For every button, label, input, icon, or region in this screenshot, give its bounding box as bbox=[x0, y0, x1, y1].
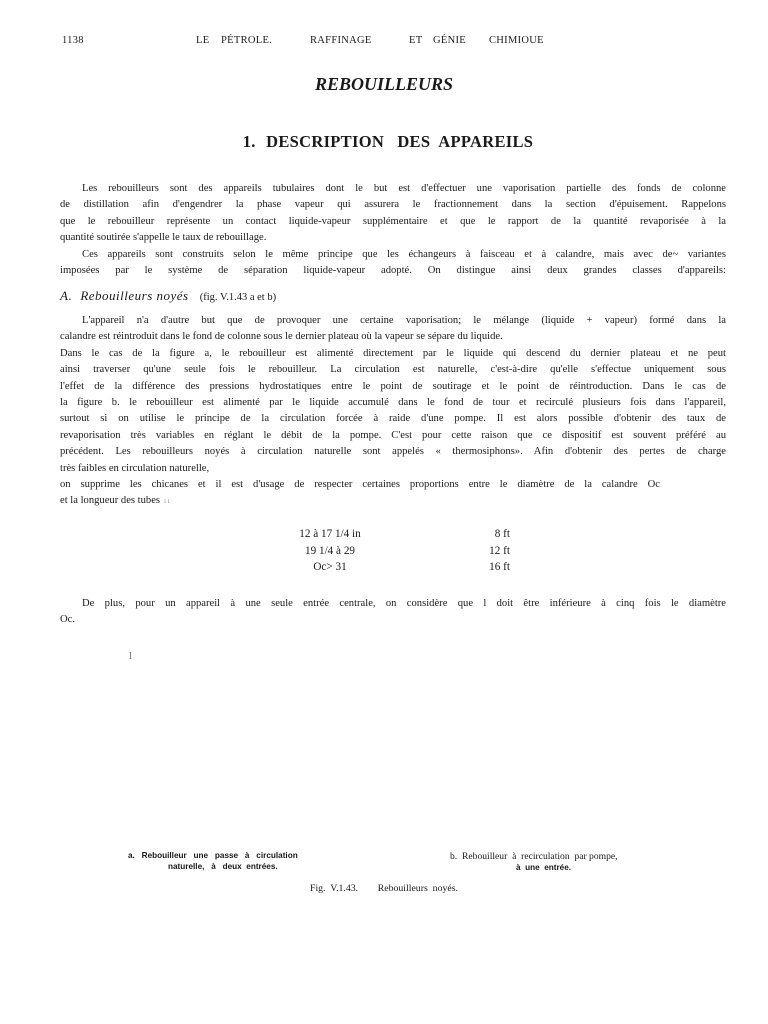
table-cell: 16 ft bbox=[489, 561, 510, 573]
running-title-word: RAFFINAGE bbox=[310, 35, 372, 46]
text-line: Les rebouilleurs sont des appareils tubulaires dont le but est d'effectuer une vaporisation partielle des fonds de colonne bbox=[82, 183, 726, 194]
body-paragraph bbox=[60, 313, 726, 510]
section-number: 1. bbox=[242, 132, 256, 151]
text-line: surtout si on utilise le principe de la circulation forcée à raide d'une pompe. Il est alors possible d'obtenir des taux de bbox=[60, 413, 726, 425]
proportions-table-left bbox=[270, 526, 390, 576]
text-line: imposées par le système de séparation liquide-vapeur adopté. On distingue ainsi deux grandes classes d'appareils: bbox=[60, 264, 726, 276]
subsection-label: A. bbox=[60, 288, 73, 303]
text-line: De plus, pour un appareil à une seule entrée centrale, on considère que l doit être inférieure à cinq fois le diamètre bbox=[82, 598, 726, 609]
text-line: Dans le cas de la figure a, le rebouilleur est alimenté directement par le liquide qui descend du dernier plateau et ne peut bbox=[60, 347, 726, 359]
text-line: on supprime les chicanes et il est d'usage de respecter certaines proportions entre le diamètre de la calandre Oc bbox=[60, 478, 660, 490]
text-line: ainsi traverser qu'une seule fois le rebouilleur. La circulation est naturelle, c'est-à-dire qu'elle s'effectue uniquement sous bbox=[60, 364, 726, 376]
figure-reference: (fig. V.1.43 a et b) bbox=[199, 292, 277, 303]
table-cell: 12 ft bbox=[489, 544, 510, 557]
final-paragraph bbox=[60, 596, 726, 629]
stray-marks: ı ı bbox=[164, 497, 170, 506]
caption-b-line: b. Rebouilleur à recirculation par pompe, bbox=[450, 851, 618, 862]
figure-caption: Fig. V.1.43. Rebouilleurs noyés. bbox=[310, 883, 458, 894]
text-line: très faibles en circulation naturelle, bbox=[60, 462, 210, 474]
running-title-word: ET bbox=[409, 35, 423, 46]
text-line: Oc. bbox=[60, 614, 76, 626]
subsection-title: Rebouilleurs noyés bbox=[80, 288, 189, 303]
running-title-word: CHIMIOUE bbox=[489, 35, 544, 46]
intro-paragraph bbox=[60, 181, 726, 279]
text-line: Ces appareils sont construits selon le même principe que les échangeurs à faisceau et à calandre, mais avec de~ variantes bbox=[82, 248, 726, 260]
chapter-title: REBOUILLEURS bbox=[314, 74, 454, 94]
table-cell: 19 1/4 à 29 bbox=[304, 544, 356, 557]
text-line: quantité soutirée s'appelle le taux de rebouillage. bbox=[60, 232, 267, 244]
caption-b-line: à une entrée. bbox=[516, 863, 572, 872]
page-number: 1138 bbox=[62, 35, 84, 46]
caption-b bbox=[450, 851, 628, 873]
text-line bbox=[60, 493, 726, 509]
table-cell: Oc> 31 bbox=[313, 561, 347, 573]
caption-a-line: a. Rebouilleur une passe à circulation bbox=[128, 851, 298, 860]
section-title: DESCRIPTION DES APPAREILS bbox=[266, 132, 534, 151]
stray-mark: l bbox=[129, 651, 132, 662]
text-line: l'effet de la différence des pressions hydrostatiques entre le point de soutirage et le point de réintroduction. Dans le cas de bbox=[60, 380, 726, 392]
text-line: la figure b. le rebouilleur est alimenté par le liquide accumulé dans le fond de tour et recirculé plusieurs fois dans l'appareil, bbox=[60, 396, 726, 408]
running-title-word: LE bbox=[196, 35, 210, 46]
caption-a bbox=[128, 850, 314, 872]
running-title-word: PÉTROLE. bbox=[221, 35, 273, 46]
text-line: de distillation afin d'engendrer la phase vapeur qui assurera le fractionnement dans la section d'épuisement. Rappelons bbox=[60, 199, 726, 211]
text-line: que le rebouilleur représente un contact liquide-vapeur supplémentaire et que le rapport de la quantité revaporisée à la bbox=[60, 215, 726, 227]
section-heading bbox=[0, 132, 768, 152]
table-cell: 8 ft bbox=[494, 528, 510, 540]
subsection-heading bbox=[60, 288, 276, 304]
caption-a-line: naturelle, à deux entrées. bbox=[168, 862, 278, 871]
text-line: L'appareil n'a d'autre but que de provoquer une certaine vaporisation; le mélange (liquide + vapeur) formé dans la bbox=[82, 315, 726, 326]
proportions-table-right bbox=[450, 526, 510, 576]
text-line: revaporisation très variables en réglant le débit de la pompe. C'est pour cette raison que ce dispositif est souvent préféré au bbox=[60, 429, 726, 441]
text-line-content: et la longueur des tubes bbox=[60, 495, 161, 507]
running-title-word: GÉNIE bbox=[433, 35, 466, 46]
text-line: précédent. Les rebouilleurs noyés à circulation naturelle sont appelés « thermosiphons». Afin d'obtenir des pertes de charge bbox=[60, 446, 726, 458]
table-cell: 12 à 17 1/4 in bbox=[299, 528, 361, 540]
text-line: calandre est réintroduit dans le fond de colonne sous le dernier plateau où la vapeur se sépare du liquide. bbox=[60, 331, 503, 343]
